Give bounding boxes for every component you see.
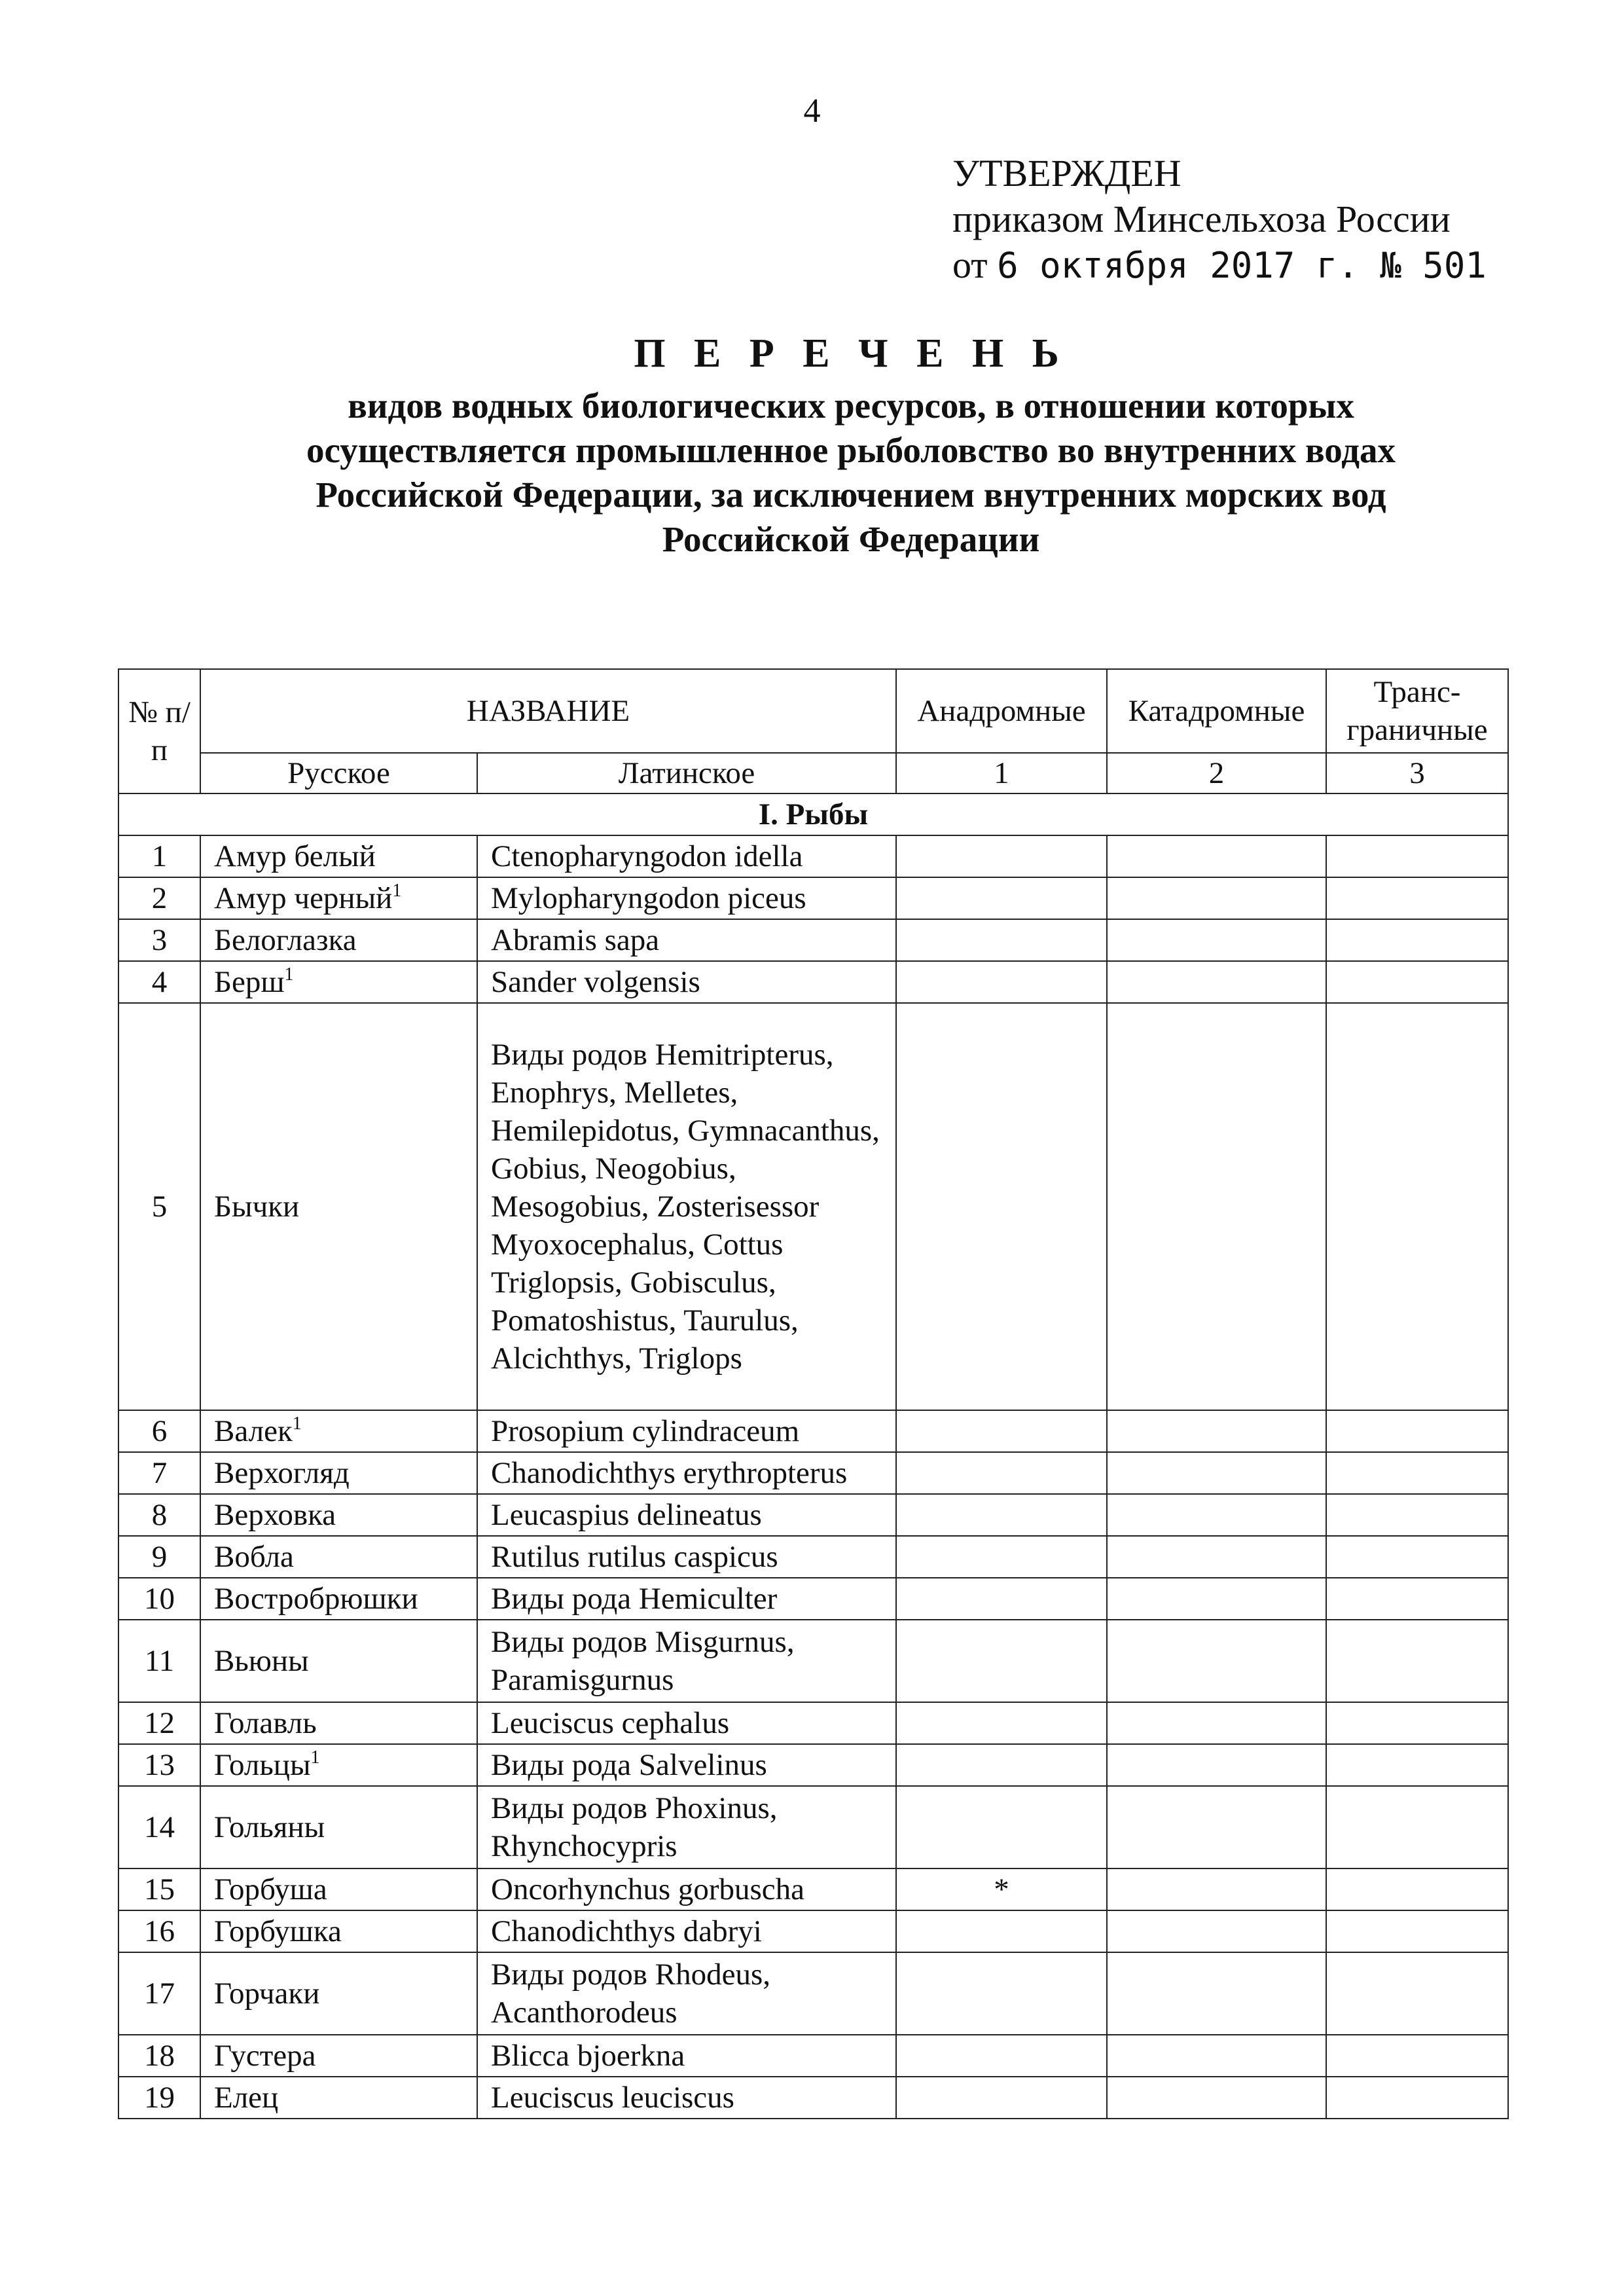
document-title: [118, 327, 1584, 562]
row-russian-name: [200, 1003, 477, 1410]
row-catadromous: [1107, 1910, 1326, 1952]
approval-title: УТВЕРЖДЕН: [952, 152, 1182, 194]
row-number: 8: [118, 1494, 200, 1536]
row-transboundary: [1326, 877, 1508, 919]
footnote-marker: 1: [392, 881, 402, 901]
row-anadromous: [896, 1702, 1107, 1744]
row-anadromous: [896, 1003, 1107, 1410]
row-latin-name: Виды рода Salvelinus: [477, 1744, 896, 1786]
table-row: [118, 1868, 1508, 1910]
table-row: [118, 835, 1508, 877]
row-transboundary: [1326, 1536, 1508, 1578]
row-transboundary: [1326, 1494, 1508, 1536]
title-subtitle: видов водных биологических ресурсов, в отношении которых осуществляется промышленное рыболовство во внутренних водах Российской Федерации, за исключением внутренних морских вод Российской Федерации: [306, 386, 1396, 559]
row-russian-name: [200, 1786, 477, 1868]
header-catadromous: Катадромные: [1107, 669, 1326, 753]
footnote-marker: 1: [284, 964, 294, 985]
row-latin-name: Leuciscus cephalus: [477, 1702, 896, 1744]
table-header-row: [118, 669, 1508, 753]
row-transboundary: [1326, 1620, 1508, 1702]
row-number: 14: [118, 1786, 200, 1868]
row-catadromous: [1107, 1620, 1326, 1702]
row-latin-name: Blicca bjoerkna: [477, 2035, 896, 2077]
russian-name-text: Горбуша: [214, 1872, 327, 1906]
row-number: 18: [118, 2035, 200, 2077]
row-catadromous: [1107, 1868, 1326, 1910]
row-latin-name: Виды родов Rhodeus, Acanthorodeus: [477, 1952, 896, 2035]
row-anadromous: [896, 961, 1107, 1003]
row-anadromous: [896, 2035, 1107, 2077]
row-anadromous: [896, 1578, 1107, 1620]
section-row: [118, 793, 1508, 835]
row-russian-name: [200, 1494, 477, 1536]
header-num: № п/п: [118, 669, 200, 793]
approval-date-line: [952, 242, 1487, 289]
table-row: [118, 1786, 1508, 1868]
row-anadromous: [896, 1910, 1107, 1952]
table-row: [118, 919, 1508, 961]
row-number: 13: [118, 1744, 200, 1786]
row-transboundary: [1326, 1786, 1508, 1868]
row-number: 10: [118, 1578, 200, 1620]
row-anadromous: [896, 877, 1107, 919]
row-anadromous: [896, 1952, 1107, 2035]
table-row: [118, 2035, 1508, 2077]
species-table: [118, 668, 1509, 2119]
row-anadromous: *: [896, 1868, 1107, 1910]
row-catadromous: [1107, 1702, 1326, 1744]
row-russian-name: [200, 1452, 477, 1494]
row-anadromous: [896, 835, 1107, 877]
row-russian-name: [200, 1620, 477, 1702]
russian-name-text: Валек: [214, 1414, 293, 1448]
table-row: [118, 877, 1508, 919]
row-transboundary: [1326, 1003, 1508, 1410]
table-row: [118, 1578, 1508, 1620]
header-russian: Русское: [200, 753, 477, 793]
row-transboundary: [1326, 1578, 1508, 1620]
row-number: 4: [118, 961, 200, 1003]
row-number: 5: [118, 1003, 200, 1410]
row-catadromous: [1107, 919, 1326, 961]
header-col3: 3: [1326, 753, 1508, 793]
row-transboundary: [1326, 1868, 1508, 1910]
row-number: 2: [118, 877, 200, 919]
row-number: 7: [118, 1452, 200, 1494]
russian-name-text: Густера: [214, 2039, 316, 2073]
row-catadromous: [1107, 961, 1326, 1003]
row-latin-name: Mylopharyngodon piceus: [477, 877, 896, 919]
section-title: I. Рыбы: [118, 793, 1508, 835]
table-row: [118, 1410, 1508, 1452]
header-latin: Латинское: [477, 753, 896, 793]
table-row: [118, 1452, 1508, 1494]
row-latin-name: Oncorhynchus gorbuscha: [477, 1868, 896, 1910]
russian-name-text: Верхогляд: [214, 1456, 350, 1490]
row-russian-name: [200, 2077, 477, 2119]
row-catadromous: [1107, 1536, 1326, 1578]
row-catadromous: [1107, 1494, 1326, 1536]
russian-name-text: Гольяны: [214, 1810, 325, 1844]
row-latin-name: Виды родов Misgurnus, Paramisgurnus: [477, 1620, 896, 1702]
table-row: [118, 2077, 1508, 2119]
row-russian-name: [200, 1536, 477, 1578]
row-russian-name: [200, 2035, 477, 2077]
row-anadromous: [896, 1536, 1107, 1578]
row-number: 16: [118, 1910, 200, 1952]
row-transboundary: [1326, 2035, 1508, 2077]
table-row: [118, 1952, 1508, 2035]
row-catadromous: [1107, 1003, 1326, 1410]
page-number: 4: [803, 92, 821, 130]
row-russian-name: [200, 1910, 477, 1952]
row-transboundary: [1326, 1952, 1508, 2035]
approval-from-word: от: [952, 244, 988, 286]
footnote-marker: 1: [292, 1413, 302, 1434]
table-row: [118, 1620, 1508, 1702]
russian-name-text: Голавль: [214, 1706, 317, 1740]
russian-name-text: Берш: [214, 965, 285, 999]
row-catadromous: [1107, 1452, 1326, 1494]
approval-order: приказом Минсельхоза России: [952, 198, 1451, 240]
row-russian-name: [200, 919, 477, 961]
row-latin-name: Sander volgensis: [477, 961, 896, 1003]
row-russian-name: [200, 1868, 477, 1910]
row-transboundary: [1326, 1702, 1508, 1744]
row-latin-name: Rutilus rutilus caspicus: [477, 1536, 896, 1578]
russian-name-text: Вьюны: [214, 1644, 309, 1678]
table-row: [118, 1702, 1508, 1744]
table-row: [118, 961, 1508, 1003]
row-number: 6: [118, 1410, 200, 1452]
row-anadromous: [896, 1620, 1107, 1702]
russian-name-text: Амур белый: [214, 839, 376, 873]
row-russian-name: [200, 835, 477, 877]
russian-name-text: Амур черный: [214, 881, 393, 915]
row-latin-name: Chanodichthys erythropterus: [477, 1452, 896, 1494]
row-anadromous: [896, 2077, 1107, 2119]
table-row: [118, 1003, 1508, 1410]
row-transboundary: [1326, 1910, 1508, 1952]
row-number: 15: [118, 1868, 200, 1910]
row-anadromous: [896, 1786, 1107, 1868]
row-russian-name: [200, 1952, 477, 2035]
row-catadromous: [1107, 2077, 1326, 2119]
row-latin-name: Ctenopharyngodon idella: [477, 835, 896, 877]
russian-name-text: Горчаки: [214, 1977, 320, 2011]
russian-name-text: Белоглазка: [214, 923, 357, 957]
approval-date: 6 октября 2017 г. № 501: [997, 245, 1487, 286]
row-number: 19: [118, 2077, 200, 2119]
row-russian-name: [200, 877, 477, 919]
row-catadromous: [1107, 1744, 1326, 1786]
row-russian-name: [200, 1744, 477, 1786]
row-anadromous: [896, 1452, 1107, 1494]
row-latin-name: Виды родов Hemitripterus, Enophrys, Melletes, Hemilepidotus, Gymnacanthus, Gobius, Neogobius, Mesogobius, Zosterisessor Myoxocephalus, Cottus Triglopsis, Gobisculus, Pomatoshistus, Taurulus, Alcichthys, Triglops: [477, 1003, 896, 1410]
row-transboundary: [1326, 1410, 1508, 1452]
header-anadromous: Анадромные: [896, 669, 1107, 753]
row-latin-name: Abramis sapa: [477, 919, 896, 961]
row-catadromous: [1107, 1952, 1326, 2035]
row-anadromous: [896, 1744, 1107, 1786]
row-transboundary: [1326, 835, 1508, 877]
russian-name-text: Вобла: [214, 1540, 294, 1574]
row-anadromous: [896, 919, 1107, 961]
row-catadromous: [1107, 2035, 1326, 2077]
table-row: [118, 1494, 1508, 1536]
russian-name-text: Елец: [214, 2081, 279, 2115]
row-latin-name: Виды родов Phoxinus, Rhynchocypris: [477, 1786, 896, 1868]
header-transboundary: Транс-граничные: [1326, 669, 1508, 753]
approval-stamp: [952, 151, 1487, 289]
row-latin-name: Chanodichthys dabryi: [477, 1910, 896, 1952]
row-catadromous: [1107, 835, 1326, 877]
row-number: 11: [118, 1620, 200, 1702]
table-row: [118, 1536, 1508, 1578]
row-latin-name: Виды рода Hemiculter: [477, 1578, 896, 1620]
row-anadromous: [896, 1494, 1107, 1536]
row-russian-name: [200, 961, 477, 1003]
table-row: [118, 1744, 1508, 1786]
row-number: 9: [118, 1536, 200, 1578]
russian-name-text: Востробрюшки: [214, 1582, 418, 1616]
row-latin-name: Prosopium cylindraceum: [477, 1410, 896, 1452]
header-col1: 1: [896, 753, 1107, 793]
row-anadromous: [896, 1410, 1107, 1452]
row-transboundary: [1326, 2077, 1508, 2119]
row-catadromous: [1107, 1578, 1326, 1620]
row-catadromous: [1107, 1786, 1326, 1868]
header-col2: 2: [1107, 753, 1326, 793]
header-name: НАЗВАНИЕ: [200, 669, 896, 753]
title-heading: П Е Р Е Ч Е Н Ь: [634, 331, 1068, 376]
row-catadromous: [1107, 877, 1326, 919]
table-row: [118, 1910, 1508, 1952]
row-russian-name: [200, 1410, 477, 1452]
russian-name-text: Верховка: [214, 1498, 336, 1532]
row-transboundary: [1326, 919, 1508, 961]
table-subheader-row: [118, 753, 1508, 793]
row-number: 1: [118, 835, 200, 877]
russian-name-text: Бычки: [214, 1190, 300, 1224]
row-latin-name: Leucaspius delineatus: [477, 1494, 896, 1536]
row-russian-name: [200, 1578, 477, 1620]
row-russian-name: [200, 1702, 477, 1744]
russian-name-text: Гольцы: [214, 1748, 311, 1782]
footnote-marker: 1: [310, 1747, 320, 1768]
row-latin-name: Leuciscus leuciscus: [477, 2077, 896, 2119]
row-transboundary: [1326, 1452, 1508, 1494]
row-transboundary: [1326, 1744, 1508, 1786]
row-number: 17: [118, 1952, 200, 2035]
row-number: 3: [118, 919, 200, 961]
row-catadromous: [1107, 1410, 1326, 1452]
row-transboundary: [1326, 961, 1508, 1003]
row-number: 12: [118, 1702, 200, 1744]
russian-name-text: Горбушка: [214, 1914, 342, 1948]
